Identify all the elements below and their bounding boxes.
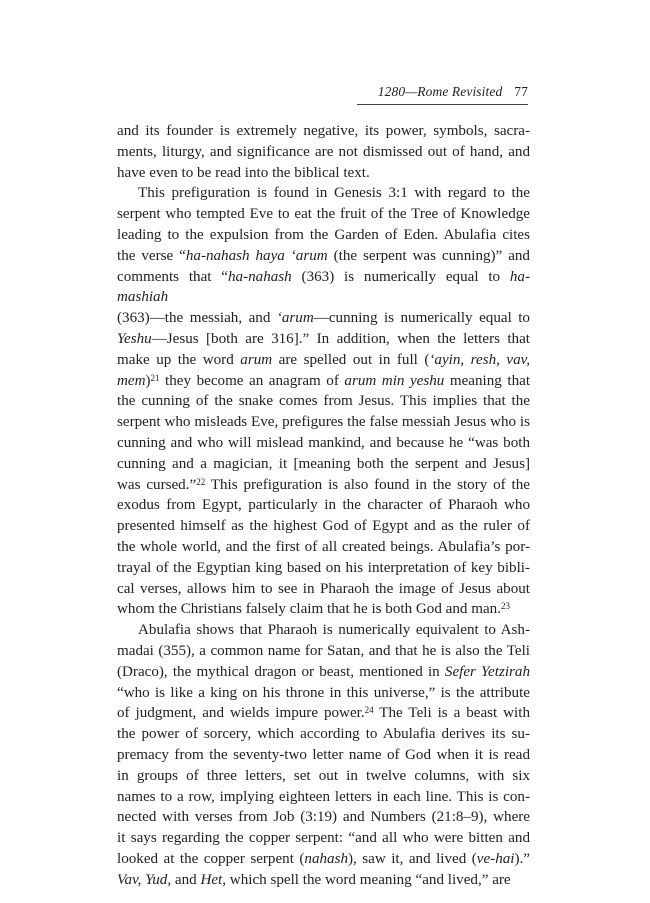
text-line: the whole world, and the first of all created beings. Abulafia’s por- [117,538,530,555]
italic-term: nahash [304,850,349,867]
text-line: have even to be read into the biblical text. [117,164,370,181]
text-line: mem)$^{21}$ they become an anagram of arum min yeshu meaning that [117,372,531,389]
italic-term: Het, [200,871,227,888]
text-line: and its founder is extremely negative, its power, symbols, sacra- [117,123,530,139]
text-line: (Draco), the mythical dragon or beast, mentioned in Sefer Yetzirah [117,663,530,680]
italic-term: mem [117,372,146,389]
italic-term: arum [240,351,273,368]
text-line: the cunning of the snake comes from Jesus. This implies that the [117,393,530,410]
text-line: Abulafia shows that Pharaoh is numerically equivalent to Ash- [138,622,530,639]
text-line: the verse “ha-nahash haya ‘arum (the serpent was cunning)” and [117,247,530,264]
text-line: looked at the copper serpent (nahash), saw it, and lived (ve-hai).” [117,850,530,867]
text-line: exodus from Egypt, particularly in the character of Pharaoh who [117,497,530,514]
text-line: names to a row, implying eighteen letters in each line. This is con- [117,788,530,805]
paragraph [117,183,530,620]
header-rule [357,104,528,105]
body-text [117,121,530,890]
text-line: cunning and who will mislead mankind, and because he “was both [117,434,530,451]
text-line: it says regarding the copper serpent: “and all who were bitten and [117,830,530,847]
italic-term: ha-nahash haya ‘arum [185,247,328,264]
text-line: nected with verses from Job (3:19) and Numbers (21:8–9), where [117,809,530,826]
text-line: serpent who tempted Eve to eat the fruit of the Tree of Knowledge [117,206,530,223]
text-line: in groups of three letters, set out in twelve columns, with six [117,767,530,784]
italic-term: ‘ayin, resh, vav, [429,351,530,368]
text-line: make up the word arum are spelled out in full (‘ayin, resh, vav, [117,351,530,368]
italic-term: ‘arum [276,310,314,327]
text-line: the power of sorcery, which according to Abulafia derives its su- [117,726,530,743]
text-line: serpent who misleads Eve, prefigures the false messiah Jesus who is [117,414,530,431]
text-line: cal verses, allows him to see in Pharaoh the image of Jesus about [117,580,530,597]
text-line: (363)—the messiah, and ‘arum—cunning is numerically equal to [117,310,530,327]
text-line: This prefiguration is found in Genesis 3:1 with regard to the [138,185,530,202]
text-line: ments, liturgy, and significance are not dismissed out of hand, and [117,143,530,160]
running-head-title: 1280—Rome Revisited [377,84,503,99]
text-line: Vav, Yud, and Het, which spell the word meaning “and lived,” are [117,871,511,888]
text-line: “who is like a king on his throne in this universe,” is the attribute [117,684,530,701]
text-line: comments that “ha-nahash (363) is numerically equal to ha-mashiah [117,268,530,306]
text-line: whom the Christians falsely claim that he is both God and man.$^{23}$ [117,601,510,618]
text-line: madai (355), a common name for Satan, and that he is also the Teli [117,642,530,659]
text-line: of judgment, and wields impure power.$^{24}$ The Teli is a beast with [117,705,530,722]
running-head [378,84,528,100]
italic-term: ve-hai [476,850,515,867]
italic-term: Yeshu [117,330,152,347]
italic-term: ha-mashiah [117,268,530,306]
page-number: 77 [514,84,528,99]
text-line: premacy from the seventy-two letter name of God when it is read [117,746,530,763]
italic-term: Vav, Yud, [117,871,172,888]
footnote-ref[interactable]: 24 [364,705,374,716]
text-line: trayal of the Egyptian king based on his interpretation of key bibli- [117,559,530,576]
text-line: leading to the expulsion from the Garden of Eden. Abulafia cites [117,226,530,243]
text-line: presented himself as the highest God of Egypt and as the ruler of [117,518,530,535]
text-line: Yeshu—Jesus [both are 316].” In addition, when the letters that [117,330,530,347]
text-line: was cursed.”$^{22}$ This prefiguration is also found in the story of the [117,476,530,493]
italic-term: arum min yeshu [344,372,445,389]
footnote-ref[interactable]: 21 [150,372,160,383]
italic-term: Sefer Yetzirah [444,663,530,680]
text-line: cunning and a magician, it [meaning both the serpent and Jesus] [117,455,530,472]
paragraph [117,121,530,183]
footnote-ref[interactable]: 23 [500,601,510,612]
paragraph [117,620,530,890]
italic-term: ha-nahash [228,268,292,285]
footnote-ref[interactable]: 22 [196,476,206,487]
